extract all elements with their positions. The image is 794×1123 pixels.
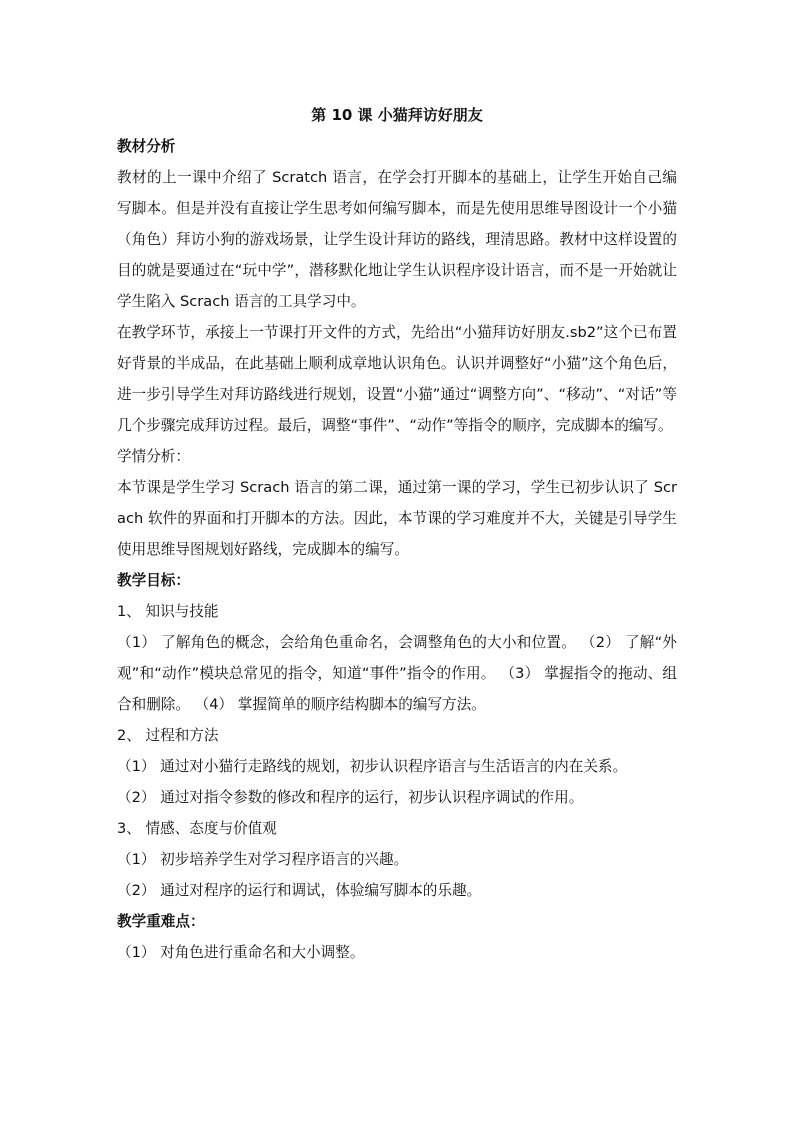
learner-heading: 学情分析：	[117, 448, 190, 465]
goal-3-title: 3、 情感、态度与价值观	[117, 820, 277, 837]
goal-1-title: 1、 知识与技能	[117, 603, 219, 620]
goal-2-item-1: （1） 通过对小猫行走路线的规划，初步认识程序语言与生活语言的内在关系。	[117, 758, 628, 775]
goal-2-title: 2、 过程和方法	[117, 727, 219, 744]
analysis-heading: 教材分析	[117, 138, 176, 155]
key-points-heading: 教学重难点：	[117, 913, 205, 930]
document-page	[117, 100, 677, 968]
goal-3-item-1: （1） 初步培养学生对学习程序语言的兴趣。	[117, 851, 409, 868]
analysis-paragraph-2: 在教学环节，承接上一节课打开文件的方式，先给出“小猫拜访好朋友.sb2”这个已布置好背景的半成品，在此基础上顺利成章地认识角色。认识并调整好“小猫”这个角色后，进一步引导学生对拜访路线进行规划，设置“小猫”通过“调整方向”、“移动”、“对话”等几个步骤完成拜访过程。最后，调整“事件”、“动作”等指令的顺序，完成脚本的编写。	[117, 324, 677, 434]
goal-1-paragraph: （1） 了解角色的概念，会给角色重命名，会调整角色的大小和位置。 （2） 了解“外观”和“动作”模块总常见的指令，知道“事件”指令的作用。 （3） 掌握指令的拖动、组合和删除。 （4） 掌握简单的顺序结构脚本的编写方法。	[117, 634, 677, 713]
lesson-title: 第 10 课 小猫拜访好朋友	[311, 106, 483, 124]
goal-2-item-2: （2） 通过对指令参数的修改和程序的运行，初步认识程序调试的作用。	[117, 789, 584, 806]
goals-heading: 教学目标：	[117, 572, 190, 589]
key-points-item-1: （1） 对角色进行重命名和大小调整。	[117, 944, 365, 961]
goal-3-item-2: （2） 通过对程序的运行和调试，体验编写脚本的乐趣。	[117, 882, 482, 899]
analysis-paragraph-1: 教材的上一课中介绍了 Scratch 语言，在学会打开脚本的基础上，让学生开始自己编写脚本。但是并没有直接让学生思考如何编写脚本，而是先使用思维导图设计一个小猫（角色）拜访小狗的游戏场景，让学生设计拜访的路线，理清思路。教材中这样设置的目的就是要通过在“玩中学”，潜移默化地让学生认识程序设计语言，而不是一开始就让学生陷入 Scrach 语言的工具学习中。	[117, 169, 677, 310]
learner-paragraph: 本节课是学生学习 Scrach 语言的第二课，通过第一课的学习，学生已初步认识了 Scrach 软件的界面和打开脚本的方法。因此，本节课的学习难度并不大，关键是引导学生使用思维导图规划好路线，完成脚本的编写。	[117, 479, 677, 558]
